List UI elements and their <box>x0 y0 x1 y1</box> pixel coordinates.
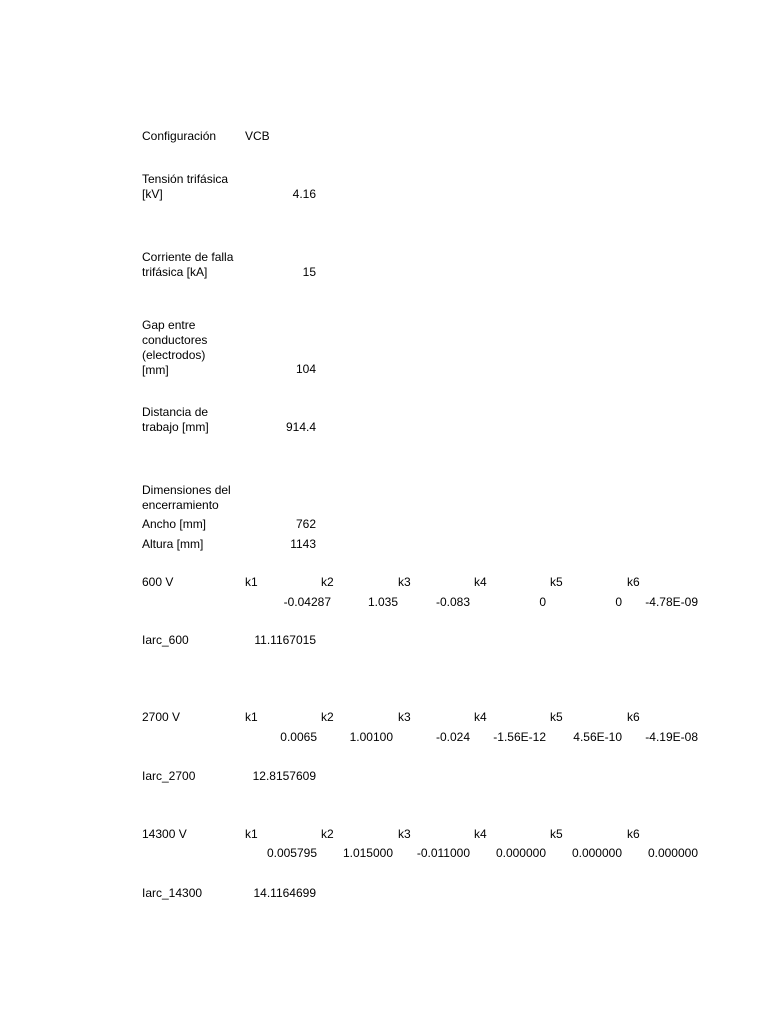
enclosure-title-line: Dimensiones del <box>142 483 231 497</box>
config-value: VCB <box>245 129 270 143</box>
enclosure-title <box>142 483 231 513</box>
block-600-k4: 0 <box>539 595 546 609</box>
block-2700-k2: 1.00100 <box>349 730 393 744</box>
block-14300-k3: -0.011000 <box>416 846 470 860</box>
iarc-14300-label: Iarc_14300 <box>142 886 203 900</box>
param-voltage-label <box>142 172 228 202</box>
block-600-k6: -4.78E-09 <box>645 595 698 609</box>
k1-header: k1 <box>245 575 258 589</box>
block-600-k2: 1.035 <box>367 595 398 609</box>
param-working-distance-label <box>142 405 209 435</box>
enclosure-height-label: Altura [mm] <box>142 537 204 551</box>
iarc-600-label: Iarc_600 <box>142 633 189 647</box>
enclosure-height-value: 1143 <box>290 537 316 551</box>
param-label-line: (electrodos) <box>142 348 206 362</box>
k2-header: k2 <box>321 575 334 589</box>
enclosure-title-line: encerramiento <box>142 498 219 512</box>
param-label-line: conductores <box>142 333 208 347</box>
iarc-600-value: 11.1167015 <box>254 633 316 647</box>
param-gap-label <box>142 318 207 378</box>
param-label-line: [mm] <box>142 363 169 377</box>
iarc-2700-label: Iarc_2700 <box>142 769 196 783</box>
block-600-voltage: 600 V <box>142 575 174 589</box>
k3-header: k3 <box>398 710 411 724</box>
param-voltage-value: 4.16 <box>292 187 316 201</box>
param-label-line: trifásica [kA] <box>142 265 208 279</box>
param-label-line: Distancia de <box>142 405 209 419</box>
block-2700-k4: -1.56E-12 <box>493 730 546 744</box>
param-label-line: Gap entre <box>142 318 196 332</box>
enclosure-width-value: 762 <box>295 517 316 531</box>
k3-header: k3 <box>398 827 411 841</box>
param-fault-current-value: 15 <box>302 265 316 279</box>
block-600-k5: 0 <box>615 595 622 609</box>
k4-header: k4 <box>474 710 487 724</box>
k6-header: k6 <box>627 827 640 841</box>
block-14300-k1: 0.005795 <box>266 846 317 860</box>
k2-header: k2 <box>321 710 334 724</box>
param-label-line: Tensión trifásica <box>142 172 229 186</box>
k5-header: k5 <box>550 827 563 841</box>
block-14300-k4: 0.000000 <box>495 846 546 860</box>
k5-header: k5 <box>550 710 563 724</box>
k1-header: k1 <box>245 710 258 724</box>
block-2700-voltage: 2700 V <box>142 710 181 724</box>
block-14300-k5: 0.000000 <box>571 846 622 860</box>
param-gap-value: 104 <box>295 362 316 376</box>
block-2700-k3: -0.024 <box>435 730 470 744</box>
param-label-line: Corriente de falla <box>142 250 234 264</box>
k3-header: k3 <box>398 575 411 589</box>
config-label: Configuración <box>142 129 217 143</box>
param-working-distance-value: 914.4 <box>285 420 316 434</box>
k1-header: k1 <box>245 827 258 841</box>
k6-header: k6 <box>627 710 640 724</box>
block-2700-k1: 0.0065 <box>280 730 317 744</box>
k6-header: k6 <box>627 575 640 589</box>
param-fault-current-label <box>142 250 233 280</box>
block-2700-k5: 4.56E-10 <box>573 730 622 744</box>
enclosure-width-label: Ancho [mm] <box>142 517 207 531</box>
block-600-k1: -0.04287 <box>283 595 331 609</box>
block-600-k3: -0.083 <box>435 595 470 609</box>
iarc-2700-value: 12.8157609 <box>252 769 316 783</box>
block-14300-voltage: 14300 V <box>142 827 187 841</box>
param-label-line: [kV] <box>142 187 163 201</box>
k4-header: k4 <box>474 575 487 589</box>
param-label-line: trabajo [mm] <box>142 420 209 434</box>
block-2700-k6: -4.19E-08 <box>645 730 698 744</box>
k4-header: k4 <box>474 827 487 841</box>
block-14300-k6: 0.000000 <box>647 846 698 860</box>
block-14300-k2: 1.015000 <box>342 846 393 860</box>
iarc-14300-value: 14.1164699 <box>253 886 316 900</box>
k5-header: k5 <box>550 575 563 589</box>
k2-header: k2 <box>321 827 334 841</box>
